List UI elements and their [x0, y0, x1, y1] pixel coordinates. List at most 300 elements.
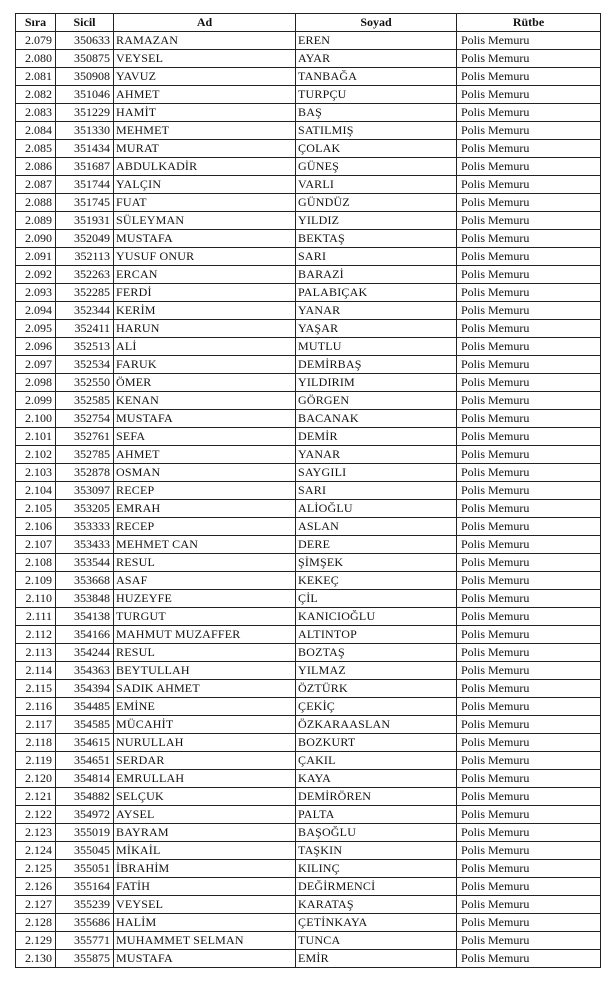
cell-rutbe: Polis Memuru — [457, 716, 601, 734]
cell-sira: 2.090 — [16, 230, 56, 248]
cell-soyad: EMİR — [296, 950, 457, 968]
cell-ad: ASAF — [114, 572, 296, 590]
cell-rutbe: Polis Memuru — [457, 788, 601, 806]
cell-rutbe: Polis Memuru — [457, 320, 601, 338]
cell-rutbe: Polis Memuru — [457, 536, 601, 554]
cell-soyad: ÇAKIL — [296, 752, 457, 770]
cell-rutbe: Polis Memuru — [457, 698, 601, 716]
cell-ad: AYSEL — [114, 806, 296, 824]
cell-rutbe: Polis Memuru — [457, 86, 601, 104]
cell-rutbe: Polis Memuru — [457, 248, 601, 266]
cell-sicil: 351744 — [56, 176, 114, 194]
cell-rutbe: Polis Memuru — [457, 50, 601, 68]
cell-rutbe: Polis Memuru — [457, 284, 601, 302]
cell-soyad: BEKTAŞ — [296, 230, 457, 248]
cell-ad: SERDAR — [114, 752, 296, 770]
header-soyad: Soyad — [296, 14, 457, 32]
cell-sicil: 351330 — [56, 122, 114, 140]
cell-ad: OSMAN — [114, 464, 296, 482]
cell-ad: MURAT — [114, 140, 296, 158]
cell-soyad: ALTINTOP — [296, 626, 457, 644]
table-row — [16, 680, 601, 698]
cell-sicil: 354814 — [56, 770, 114, 788]
cell-sicil: 352285 — [56, 284, 114, 302]
cell-sira: 2.080 — [16, 50, 56, 68]
cell-sira: 2.117 — [16, 716, 56, 734]
table-row — [16, 356, 601, 374]
cell-sicil: 353205 — [56, 500, 114, 518]
table-row — [16, 338, 601, 356]
cell-soyad: BOZKURT — [296, 734, 457, 752]
cell-soyad: KANICIOĞLU — [296, 608, 457, 626]
cell-sira: 2.102 — [16, 446, 56, 464]
cell-soyad: PALTA — [296, 806, 457, 824]
cell-rutbe: Polis Memuru — [457, 662, 601, 680]
cell-sira: 2.084 — [16, 122, 56, 140]
cell-ad: MUSTAFA — [114, 950, 296, 968]
cell-sira: 2.079 — [16, 32, 56, 50]
cell-soyad: ÇEKİÇ — [296, 698, 457, 716]
cell-sira: 2.086 — [16, 158, 56, 176]
cell-sira: 2.098 — [16, 374, 56, 392]
cell-ad: BAYRAM — [114, 824, 296, 842]
cell-ad: YAVUZ — [114, 68, 296, 86]
cell-soyad: YILDIRIM — [296, 374, 457, 392]
cell-ad: MİKAİL — [114, 842, 296, 860]
cell-ad: MEHMET — [114, 122, 296, 140]
cell-soyad: TURPÇU — [296, 86, 457, 104]
header-sicil: Sicil — [56, 14, 114, 32]
table-row — [16, 140, 601, 158]
cell-sicil: 352513 — [56, 338, 114, 356]
table-row — [16, 554, 601, 572]
table-row — [16, 536, 601, 554]
cell-rutbe: Polis Memuru — [457, 932, 601, 950]
table-row — [16, 68, 601, 86]
cell-sira: 2.088 — [16, 194, 56, 212]
cell-sira: 2.092 — [16, 266, 56, 284]
cell-ad: HARUN — [114, 320, 296, 338]
cell-rutbe: Polis Memuru — [457, 266, 601, 284]
cell-sicil: 352550 — [56, 374, 114, 392]
table-row — [16, 842, 601, 860]
cell-sicil: 354363 — [56, 662, 114, 680]
cell-sira: 2.124 — [16, 842, 56, 860]
cell-sira: 2.101 — [16, 428, 56, 446]
cell-ad: RAMAZAN — [114, 32, 296, 50]
cell-soyad: TUNCA — [296, 932, 457, 950]
cell-sira: 2.091 — [16, 248, 56, 266]
table-row — [16, 950, 601, 968]
cell-ad: MUHAMMET SELMAN — [114, 932, 296, 950]
table-row — [16, 212, 601, 230]
cell-sira: 2.095 — [16, 320, 56, 338]
cell-sicil: 351931 — [56, 212, 114, 230]
cell-ad: ERCAN — [114, 266, 296, 284]
table-row — [16, 284, 601, 302]
cell-sicil: 355045 — [56, 842, 114, 860]
cell-soyad: TANBAĞA — [296, 68, 457, 86]
cell-soyad: ÇETİNKAYA — [296, 914, 457, 932]
cell-rutbe: Polis Memuru — [457, 644, 601, 662]
cell-rutbe: Polis Memuru — [457, 914, 601, 932]
cell-sira: 2.104 — [16, 482, 56, 500]
cell-ad: RESUL — [114, 644, 296, 662]
cell-soyad: YILMAZ — [296, 662, 457, 680]
table-row — [16, 932, 601, 950]
table-row — [16, 518, 601, 536]
cell-soyad: DEMİRBAŞ — [296, 356, 457, 374]
table-row — [16, 464, 601, 482]
cell-soyad: ÇOLAK — [296, 140, 457, 158]
cell-rutbe: Polis Memuru — [457, 878, 601, 896]
cell-sicil: 350633 — [56, 32, 114, 50]
cell-soyad: MUTLU — [296, 338, 457, 356]
cell-ad: İBRAHİM — [114, 860, 296, 878]
table-row — [16, 806, 601, 824]
cell-sira: 2.108 — [16, 554, 56, 572]
cell-sicil: 354244 — [56, 644, 114, 662]
cell-sicil: 351434 — [56, 140, 114, 158]
cell-rutbe: Polis Memuru — [457, 518, 601, 536]
cell-sira: 2.096 — [16, 338, 56, 356]
cell-sicil: 354882 — [56, 788, 114, 806]
table-row — [16, 194, 601, 212]
table-header-row — [16, 14, 601, 32]
cell-ad: FATİH — [114, 878, 296, 896]
cell-rutbe: Polis Memuru — [457, 212, 601, 230]
header-sira: Sıra — [16, 14, 56, 32]
table-row — [16, 446, 601, 464]
cell-sicil: 355019 — [56, 824, 114, 842]
cell-soyad: SARI — [296, 248, 457, 266]
cell-soyad: KARATAŞ — [296, 896, 457, 914]
table-row — [16, 230, 601, 248]
cell-sira: 2.123 — [16, 824, 56, 842]
cell-sicil: 351229 — [56, 104, 114, 122]
cell-soyad: YILDIZ — [296, 212, 457, 230]
cell-soyad: DEMİRÖREN — [296, 788, 457, 806]
cell-soyad: GÜNDÜZ — [296, 194, 457, 212]
table-row — [16, 896, 601, 914]
table-row — [16, 878, 601, 896]
cell-ad: BEYTULLAH — [114, 662, 296, 680]
cell-ad: YUSUF ONUR — [114, 248, 296, 266]
cell-rutbe: Polis Memuru — [457, 824, 601, 842]
cell-ad: ALİ — [114, 338, 296, 356]
cell-ad: AHMET — [114, 86, 296, 104]
cell-ad: TURGUT — [114, 608, 296, 626]
cell-sicil: 353097 — [56, 482, 114, 500]
cell-sicil: 352585 — [56, 392, 114, 410]
cell-ad: FUAT — [114, 194, 296, 212]
cell-rutbe: Polis Memuru — [457, 446, 601, 464]
cell-sicil: 354485 — [56, 698, 114, 716]
cell-rutbe: Polis Memuru — [457, 32, 601, 50]
cell-rutbe: Polis Memuru — [457, 500, 601, 518]
table-row — [16, 482, 601, 500]
cell-sira: 2.114 — [16, 662, 56, 680]
cell-sicil: 352263 — [56, 266, 114, 284]
cell-sira: 2.103 — [16, 464, 56, 482]
cell-sicil: 355051 — [56, 860, 114, 878]
cell-sicil: 353848 — [56, 590, 114, 608]
cell-rutbe: Polis Memuru — [457, 590, 601, 608]
cell-ad: ÖMER — [114, 374, 296, 392]
cell-sicil: 355875 — [56, 950, 114, 968]
cell-soyad: GÜNEŞ — [296, 158, 457, 176]
cell-sira: 2.126 — [16, 878, 56, 896]
cell-soyad: YANAR — [296, 446, 457, 464]
cell-rutbe: Polis Memuru — [457, 338, 601, 356]
cell-soyad: SARI — [296, 482, 457, 500]
table-row — [16, 662, 601, 680]
cell-rutbe: Polis Memuru — [457, 122, 601, 140]
cell-sira: 2.128 — [16, 914, 56, 932]
cell-sicil: 355239 — [56, 896, 114, 914]
cell-soyad: BAŞ — [296, 104, 457, 122]
cell-ad: KENAN — [114, 392, 296, 410]
cell-sira: 2.121 — [16, 788, 56, 806]
cell-ad: MUSTAFA — [114, 230, 296, 248]
cell-rutbe: Polis Memuru — [457, 428, 601, 446]
cell-soyad: AYAR — [296, 50, 457, 68]
cell-ad: SEFA — [114, 428, 296, 446]
cell-sicil: 354138 — [56, 608, 114, 626]
cell-sicil: 354166 — [56, 626, 114, 644]
table-row — [16, 86, 601, 104]
cell-rutbe: Polis Memuru — [457, 392, 601, 410]
cell-ad: SADIK AHMET — [114, 680, 296, 698]
table-row — [16, 410, 601, 428]
cell-rutbe: Polis Memuru — [457, 554, 601, 572]
table-row — [16, 644, 601, 662]
cell-soyad: TAŞKIN — [296, 842, 457, 860]
cell-sicil: 353433 — [56, 536, 114, 554]
cell-sira: 2.106 — [16, 518, 56, 536]
cell-sicil: 354615 — [56, 734, 114, 752]
cell-sicil: 353668 — [56, 572, 114, 590]
table-row — [16, 860, 601, 878]
cell-rutbe: Polis Memuru — [457, 806, 601, 824]
cell-sicil: 352785 — [56, 446, 114, 464]
table-row — [16, 374, 601, 392]
personnel-list-page — [15, 13, 601, 968]
cell-soyad: SATILMIŞ — [296, 122, 457, 140]
cell-sira: 2.107 — [16, 536, 56, 554]
cell-sira: 2.113 — [16, 644, 56, 662]
cell-ad: SÜLEYMAN — [114, 212, 296, 230]
header-rutbe: Rütbe — [457, 14, 601, 32]
cell-sicil: 350908 — [56, 68, 114, 86]
cell-soyad: EREN — [296, 32, 457, 50]
cell-sicil: 351745 — [56, 194, 114, 212]
cell-ad: YALÇIN — [114, 176, 296, 194]
cell-sira: 2.085 — [16, 140, 56, 158]
cell-sicil: 353544 — [56, 554, 114, 572]
cell-soyad: ŞİMŞEK — [296, 554, 457, 572]
cell-soyad: BAŞOĞLU — [296, 824, 457, 842]
cell-rutbe: Polis Memuru — [457, 140, 601, 158]
table-row — [16, 752, 601, 770]
table-row — [16, 320, 601, 338]
cell-ad: FERDİ — [114, 284, 296, 302]
cell-sicil: 352049 — [56, 230, 114, 248]
table-row — [16, 716, 601, 734]
cell-sira: 2.115 — [16, 680, 56, 698]
cell-rutbe: Polis Memuru — [457, 896, 601, 914]
cell-sicil: 355164 — [56, 878, 114, 896]
cell-sira: 2.105 — [16, 500, 56, 518]
cell-sira: 2.111 — [16, 608, 56, 626]
cell-sicil: 352344 — [56, 302, 114, 320]
cell-sira: 2.122 — [16, 806, 56, 824]
cell-ad: SELÇUK — [114, 788, 296, 806]
table-row — [16, 590, 601, 608]
table-body — [16, 32, 601, 968]
table-row — [16, 698, 601, 716]
table-row — [16, 32, 601, 50]
cell-sira: 2.093 — [16, 284, 56, 302]
cell-ad: AHMET — [114, 446, 296, 464]
cell-rutbe: Polis Memuru — [457, 176, 601, 194]
cell-soyad: ÇİL — [296, 590, 457, 608]
table-row — [16, 572, 601, 590]
cell-sira: 2.087 — [16, 176, 56, 194]
cell-rutbe: Polis Memuru — [457, 626, 601, 644]
cell-sicil: 352878 — [56, 464, 114, 482]
cell-soyad: ALİOĞLU — [296, 500, 457, 518]
cell-sicil: 351687 — [56, 158, 114, 176]
cell-sicil: 352113 — [56, 248, 114, 266]
cell-soyad: DEĞİRMENCİ — [296, 878, 457, 896]
cell-ad: RECEP — [114, 518, 296, 536]
table-row — [16, 428, 601, 446]
cell-rutbe: Polis Memuru — [457, 158, 601, 176]
cell-soyad: ASLAN — [296, 518, 457, 536]
cell-soyad: KEKEÇ — [296, 572, 457, 590]
table-row — [16, 500, 601, 518]
cell-soyad: BACANAK — [296, 410, 457, 428]
cell-rutbe: Polis Memuru — [457, 860, 601, 878]
table-row — [16, 266, 601, 284]
cell-ad: NURULLAH — [114, 734, 296, 752]
table-row — [16, 626, 601, 644]
cell-soyad: GÖRGEN — [296, 392, 457, 410]
cell-ad: EMRULLAH — [114, 770, 296, 788]
cell-soyad: YAŞAR — [296, 320, 457, 338]
cell-soyad: PALABIÇAK — [296, 284, 457, 302]
cell-sira: 2.100 — [16, 410, 56, 428]
cell-rutbe: Polis Memuru — [457, 752, 601, 770]
cell-sicil: 352411 — [56, 320, 114, 338]
cell-sicil: 354585 — [56, 716, 114, 734]
table-row — [16, 824, 601, 842]
cell-sicil: 355771 — [56, 932, 114, 950]
cell-rutbe: Polis Memuru — [457, 194, 601, 212]
cell-sicil: 352534 — [56, 356, 114, 374]
table-row — [16, 788, 601, 806]
cell-sira: 2.130 — [16, 950, 56, 968]
cell-rutbe: Polis Memuru — [457, 464, 601, 482]
table-row — [16, 176, 601, 194]
cell-sira: 2.083 — [16, 104, 56, 122]
cell-rutbe: Polis Memuru — [457, 302, 601, 320]
cell-soyad: BOZTAŞ — [296, 644, 457, 662]
cell-sicil: 354651 — [56, 752, 114, 770]
cell-sicil: 350875 — [56, 50, 114, 68]
cell-sira: 2.109 — [16, 572, 56, 590]
header-ad: Ad — [114, 14, 296, 32]
cell-rutbe: Polis Memuru — [457, 482, 601, 500]
cell-sira: 2.097 — [16, 356, 56, 374]
cell-soyad: DEMİR — [296, 428, 457, 446]
cell-soyad: VARLI — [296, 176, 457, 194]
cell-sicil: 354394 — [56, 680, 114, 698]
cell-sira: 2.125 — [16, 860, 56, 878]
cell-sira: 2.099 — [16, 392, 56, 410]
cell-ad: VEYSEL — [114, 50, 296, 68]
cell-ad: RESUL — [114, 554, 296, 572]
cell-rutbe: Polis Memuru — [457, 356, 601, 374]
cell-ad: HUZEYFE — [114, 590, 296, 608]
cell-ad: HALİM — [114, 914, 296, 932]
cell-sicil: 352754 — [56, 410, 114, 428]
cell-ad: MAHMUT MUZAFFER — [114, 626, 296, 644]
cell-ad: ABDULKADİR — [114, 158, 296, 176]
cell-sira: 2.118 — [16, 734, 56, 752]
table-row — [16, 302, 601, 320]
cell-rutbe: Polis Memuru — [457, 734, 601, 752]
cell-soyad: YANAR — [296, 302, 457, 320]
table-row — [16, 122, 601, 140]
cell-ad: RECEP — [114, 482, 296, 500]
cell-rutbe: Polis Memuru — [457, 572, 601, 590]
table-row — [16, 158, 601, 176]
personnel-table — [15, 13, 601, 968]
cell-soyad: ÖZKARAASLAN — [296, 716, 457, 734]
cell-rutbe: Polis Memuru — [457, 410, 601, 428]
cell-sira: 2.127 — [16, 896, 56, 914]
cell-ad: MEHMET CAN — [114, 536, 296, 554]
cell-rutbe: Polis Memuru — [457, 608, 601, 626]
cell-soyad: KAYA — [296, 770, 457, 788]
cell-sicil: 351046 — [56, 86, 114, 104]
cell-ad: HAMİT — [114, 104, 296, 122]
cell-rutbe: Polis Memuru — [457, 950, 601, 968]
cell-soyad: DERE — [296, 536, 457, 554]
cell-ad: EMİNE — [114, 698, 296, 716]
table-row — [16, 608, 601, 626]
cell-sira: 2.081 — [16, 68, 56, 86]
cell-ad: VEYSEL — [114, 896, 296, 914]
cell-sira: 2.082 — [16, 86, 56, 104]
cell-sicil: 352761 — [56, 428, 114, 446]
cell-sira: 2.119 — [16, 752, 56, 770]
cell-ad: MÜCAHİT — [114, 716, 296, 734]
cell-sicil: 353333 — [56, 518, 114, 536]
cell-soyad: ÖZTÜRK — [296, 680, 457, 698]
cell-sicil: 355686 — [56, 914, 114, 932]
cell-soyad: BARAZİ — [296, 266, 457, 284]
cell-ad: EMRAH — [114, 500, 296, 518]
cell-rutbe: Polis Memuru — [457, 680, 601, 698]
cell-soyad: SAYGILI — [296, 464, 457, 482]
table-row — [16, 770, 601, 788]
table-row — [16, 914, 601, 932]
cell-sicil: 354972 — [56, 806, 114, 824]
cell-ad: FARUK — [114, 356, 296, 374]
